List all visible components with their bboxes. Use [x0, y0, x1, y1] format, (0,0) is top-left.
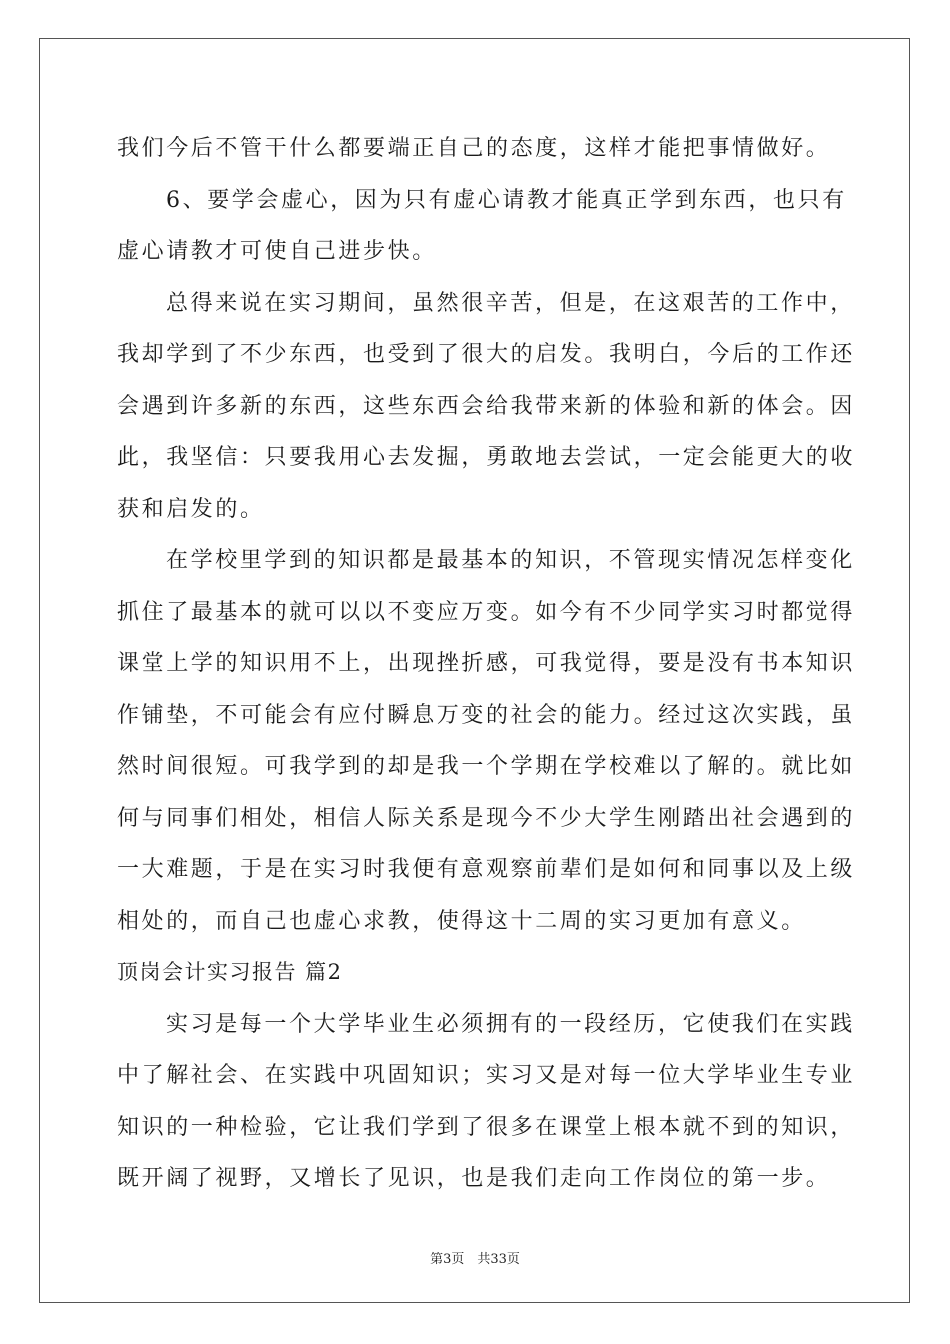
text-line: 会遇到许多新的东西，这些东西会给我带来新的体验和新的体会。因: [117, 393, 856, 419]
text-line: 然时间很短。可我学到的却是我一个学期在学校难以了解的。就比如: [117, 754, 856, 779]
document-body: [117, 123, 856, 1205]
text-line: 知识的一种检验，它让我们学到了很多在课堂上根本就不到的知识，: [117, 1114, 856, 1140]
text-line: 课堂上学的知识用不上，出现挫折感，可我觉得，要是没有书本知识: [117, 651, 856, 676]
text-line: 既开阔了视野，又增长了见识，也是我们走向工作岗位的第一步。: [117, 1166, 831, 1191]
text-line: 在学校里学到的知识都是最基本的知识，不管现实情况怎样变化: [166, 548, 855, 573]
text-line: 实习是每一个大学毕业生必须拥有的一段经历，它使我们在实践: [166, 1011, 855, 1037]
text-line: 我却学到了不少东西，也受到了很大的启发。我明白，今后的工作还: [117, 342, 856, 367]
text-line: 作铺垫，不可能会有应付瞬息万变的社会的能力。经过这次实践，虽: [117, 702, 856, 728]
text-line: 相处的，而自己也虚心求教，使得这十二周的实习更加有意义。: [117, 908, 806, 934]
text-line: 获和启发的。: [117, 496, 265, 522]
section-heading: 顶岗会计实习报告 篇2: [117, 960, 343, 984]
text-line: 6、要学会虚心，因为只有虚心请教才能真正学到东西，也只有: [166, 187, 847, 213]
text-line: 总得来说在实习期间，虽然很辛苦，但是，在这艰苦的工作中，: [166, 290, 855, 316]
text-line: 何与同事们相处，相信人际关系是现今不少大学生刚踏出社会遇到的: [117, 805, 856, 831]
text-line: 我们今后不管干什么都要端正自己的态度，这样才能把事情做好。: [117, 136, 831, 161]
text-line: 抓住了最基本的就可以以不变应万变。如今有不少同学实习时都觉得: [117, 599, 856, 625]
text-line: 中了解社会、在实践中巩固知识；实习又是对每一位大学毕业生专业: [117, 1063, 856, 1088]
text-line: 一大难题，于是在实习时我便有意观察前辈们是如何和同事以及上级: [117, 857, 856, 882]
text-line: 虚心请教才可使自己进步快。: [117, 239, 437, 264]
page-number-footer: 第3页 共33页: [430, 1252, 520, 1267]
text-line: 此，我坚信：只要我用心去发掘，勇敢地去尝试，一定会能更大的收: [117, 445, 856, 470]
